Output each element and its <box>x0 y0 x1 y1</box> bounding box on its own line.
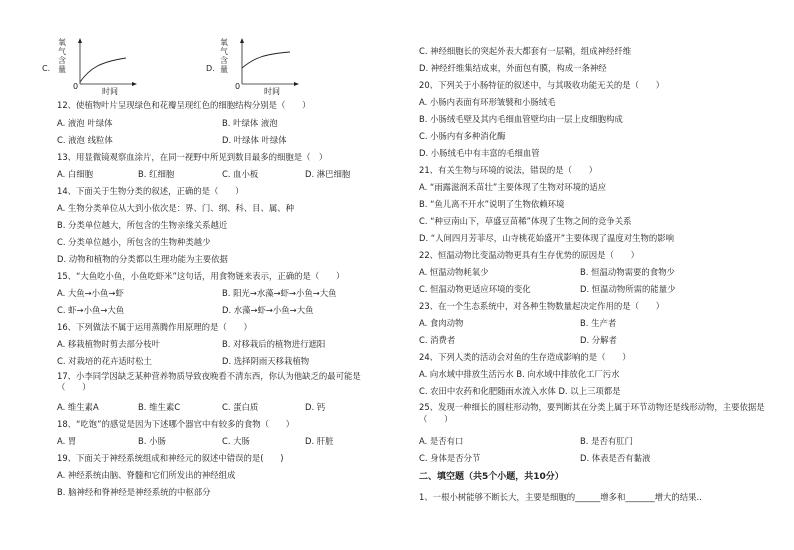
graph-d <box>220 38 300 98</box>
q18-option-b: B. 小肠 <box>138 436 166 446</box>
q21-stem: 21、有关生物与环境的说法，错误的是（ ） <box>419 165 598 175</box>
q22-option-a: A. 恒温动物耗氧少 <box>419 267 489 277</box>
q20-stem: 20、下列关于小肠特征的叙述中，与其吸收功能无关的是（ ） <box>419 80 665 90</box>
q18-stem: 18、“吃饱”的感觉是因为下述哪个器官中有较多的食物（ ） <box>57 419 295 429</box>
q14-option-b: B. 分类单位越大，所包含的生物亲缘关系越近 <box>57 220 228 230</box>
q24-options-ab: A. 向水域中排放生活污水 B. 向水域中排放化工厂污水 <box>419 369 620 379</box>
q25-stem: 25、发现一种细长的圆柱形动物，要判断其在分类上属于环节动物还是线形动物，主要依据是（ ） <box>419 402 765 424</box>
q21-option-d: D. “人间四月芳菲尽，山寺桃花始盛开”主要体现了温度对生物的影响 <box>419 233 674 243</box>
q12-option-c: C. 液泡 线粒体 <box>57 135 113 145</box>
q13-option-c: C. 血小板 <box>222 169 259 179</box>
option-c-label: C. <box>42 64 51 73</box>
q15-option-d: D. 水藻→虾→小鱼→大鱼 <box>222 305 314 315</box>
section-fill-blank-heading: 二、填空题（共5个小题，共10分） <box>419 472 564 482</box>
q19-option-d: D. 神经纤维集结成束，外面包有膜，构成一条神经 <box>419 63 607 73</box>
q21-option-b: B. “鱼儿离不开水”说明了生物依赖环境 <box>419 199 565 209</box>
q13-option-a: A. 白细胞 <box>57 169 94 179</box>
graph-d-curve <box>242 52 290 68</box>
q12-stem: 12、使植物叶片呈现绿色和花瓣呈现红色的细胞结构分别是（ ） <box>57 100 311 110</box>
q22-option-c: C. 恒温动物更适应环境的变化 <box>419 284 531 294</box>
q16-stem: 16、下列做法不属于运用蒸腾作用原理的是（ ） <box>57 322 252 332</box>
graph-c-curve <box>80 58 126 82</box>
graph-c-xlabel: 时间 <box>102 87 118 96</box>
q17-option-a: A. 维生素A <box>57 402 99 412</box>
q22-option-b: B. 恒温动物需要的食物少 <box>580 267 675 277</box>
q19-stem: 19、下面关于神经系统组成和神经元的叙述中错误的是( ) <box>57 453 284 463</box>
q24-options-cd: C. 农田中农药和化肥随雨水流入水体 D. 以上三项都是 <box>419 386 621 396</box>
graph-d-axes <box>220 38 300 98</box>
q12-option-a: A. 液泡 叶绿体 <box>57 118 113 128</box>
q23-stem: 23、在一个生态系统中，对各种生物数量起决定作用的是（ ） <box>419 301 665 311</box>
q19-option-a: A. 神经系统由脑、脊髓和它们所发出的神经组成 <box>57 470 236 480</box>
q23-option-b: B. 生产者 <box>580 318 617 328</box>
q15-option-b: B. 阳光→水藻→虾→小鱼→大鱼 <box>222 288 337 298</box>
q22-option-d: D. 恒温动物所需的能量少 <box>580 284 676 294</box>
q15-stem: 15、“大鱼吃小鱼，小鱼吃虾米”这句话，用食物链来表示，正确的是（ ） <box>57 271 345 281</box>
q25-option-d: D. 体表是否有黏液 <box>580 453 651 463</box>
q24-stem: 24、下列人类的活动会对鱼的生存造成影响的是（ ） <box>419 352 631 362</box>
q23-option-a: A. 食肉动物 <box>419 318 464 328</box>
q25-option-b: B. 是否有肛门 <box>580 436 633 446</box>
q21-option-c: C. “种豆南山下，草盛豆苗稀”体现了生物之间的竞争关系 <box>419 216 632 226</box>
q15-option-a: A. 大鱼→小鱼→虾 <box>57 288 124 298</box>
q13-option-d: D. 淋巴细胞 <box>305 169 351 179</box>
q20-option-a: A. 小肠内表面有环形皱襞和小肠绒毛 <box>419 97 556 107</box>
graph-d-xlabel: 时间 <box>264 87 280 96</box>
graph-c-ylabel: 氧气含量 <box>58 38 66 74</box>
q19-option-c: C. 神经细胞长的突起外表大都套有一层鞘，组成神经纤维 <box>419 46 632 56</box>
q17-stem: 17、小李同学因缺乏某种营养物质导致夜晚看不清东西，你认为他缺乏的最可能是（ ） <box>57 371 361 392</box>
q20-option-b: B. 小肠绒毛壁及其内毛细血管壁均由一层上皮细胞构成 <box>419 114 623 124</box>
graph-d-ylabel: 氧气含量 <box>220 38 228 74</box>
q25-option-c: C. 身体是否分节 <box>419 453 481 463</box>
q21-option-a: A. “雨露滋润禾苗壮”主要体现了生物对环境的适应 <box>419 182 607 192</box>
graph-c-origin: 0 <box>73 82 79 91</box>
q16-option-b: B. 对移栽后的植物进行遮阳 <box>222 339 326 349</box>
q16-option-c: C. 对栽培的花卉适时松土 <box>57 356 152 366</box>
q23-option-d: D. 分解者 <box>580 335 617 345</box>
graph-c <box>58 38 138 98</box>
q16-option-d: D. 选择阴雨天移栽植物 <box>222 356 310 366</box>
q22-stem: 22、恒温动物比变温动物更具有生存优势的原因是（ ） <box>419 250 640 260</box>
fill-q1: 1、一根小树能够不断长大，主要是细胞的______增多和_______增大的结果.. <box>419 492 702 502</box>
q17-option-c: C. 蛋白质 <box>222 402 259 412</box>
graph-c-axes <box>58 38 138 98</box>
q18-option-d: D. 肝脏 <box>305 436 334 446</box>
q17-option-b: B. 维生素C <box>138 402 181 412</box>
q14-option-d: D. 动物和植物的分类都以生理功能为主要依据 <box>57 254 228 264</box>
q18-option-a: A. 胃 <box>57 436 77 446</box>
q13-option-b: B. 红细胞 <box>138 169 175 179</box>
q13-stem: 13、用显微镜观察血涂片，在同一视野中所见到数目最多的细胞是（ ） <box>57 152 328 162</box>
q15-option-c: C. 虾→小鱼→大鱼 <box>57 305 125 315</box>
q14-option-a: A. 生物分类单位从大到小依次是：界、门、纲、科、目、属、种 <box>57 203 295 213</box>
q12-option-b: B. 叶绿体 液泡 <box>222 118 278 128</box>
q25-option-a: A. 是否有口 <box>419 436 464 446</box>
graph-d-origin: 0 <box>235 82 241 91</box>
q18-option-c: C. 大肠 <box>222 436 250 446</box>
option-d-label: D. <box>206 64 215 73</box>
q12-option-d: D. 叶绿体 叶绿体 <box>222 135 287 145</box>
q20-option-c: C. 小肠内有多种消化酶 <box>419 131 506 141</box>
q20-option-d: D. 小肠绒毛中有丰富的毛细血管 <box>419 148 540 158</box>
q19-option-b: B. 脑神经和脊神经是神经系统的中枢部分 <box>57 487 211 497</box>
q23-option-c: C. 消费者 <box>419 335 456 345</box>
q14-stem: 14、下面关于生物分类的叙述，正确的是（ ） <box>57 186 244 196</box>
q17-option-d: D. 钙 <box>305 402 326 412</box>
q14-option-c: C. 分类单位越小，所包含的生物种类越少 <box>57 237 211 247</box>
q16-option-a: A. 移栽植物时剪去部分枝叶 <box>57 339 161 349</box>
